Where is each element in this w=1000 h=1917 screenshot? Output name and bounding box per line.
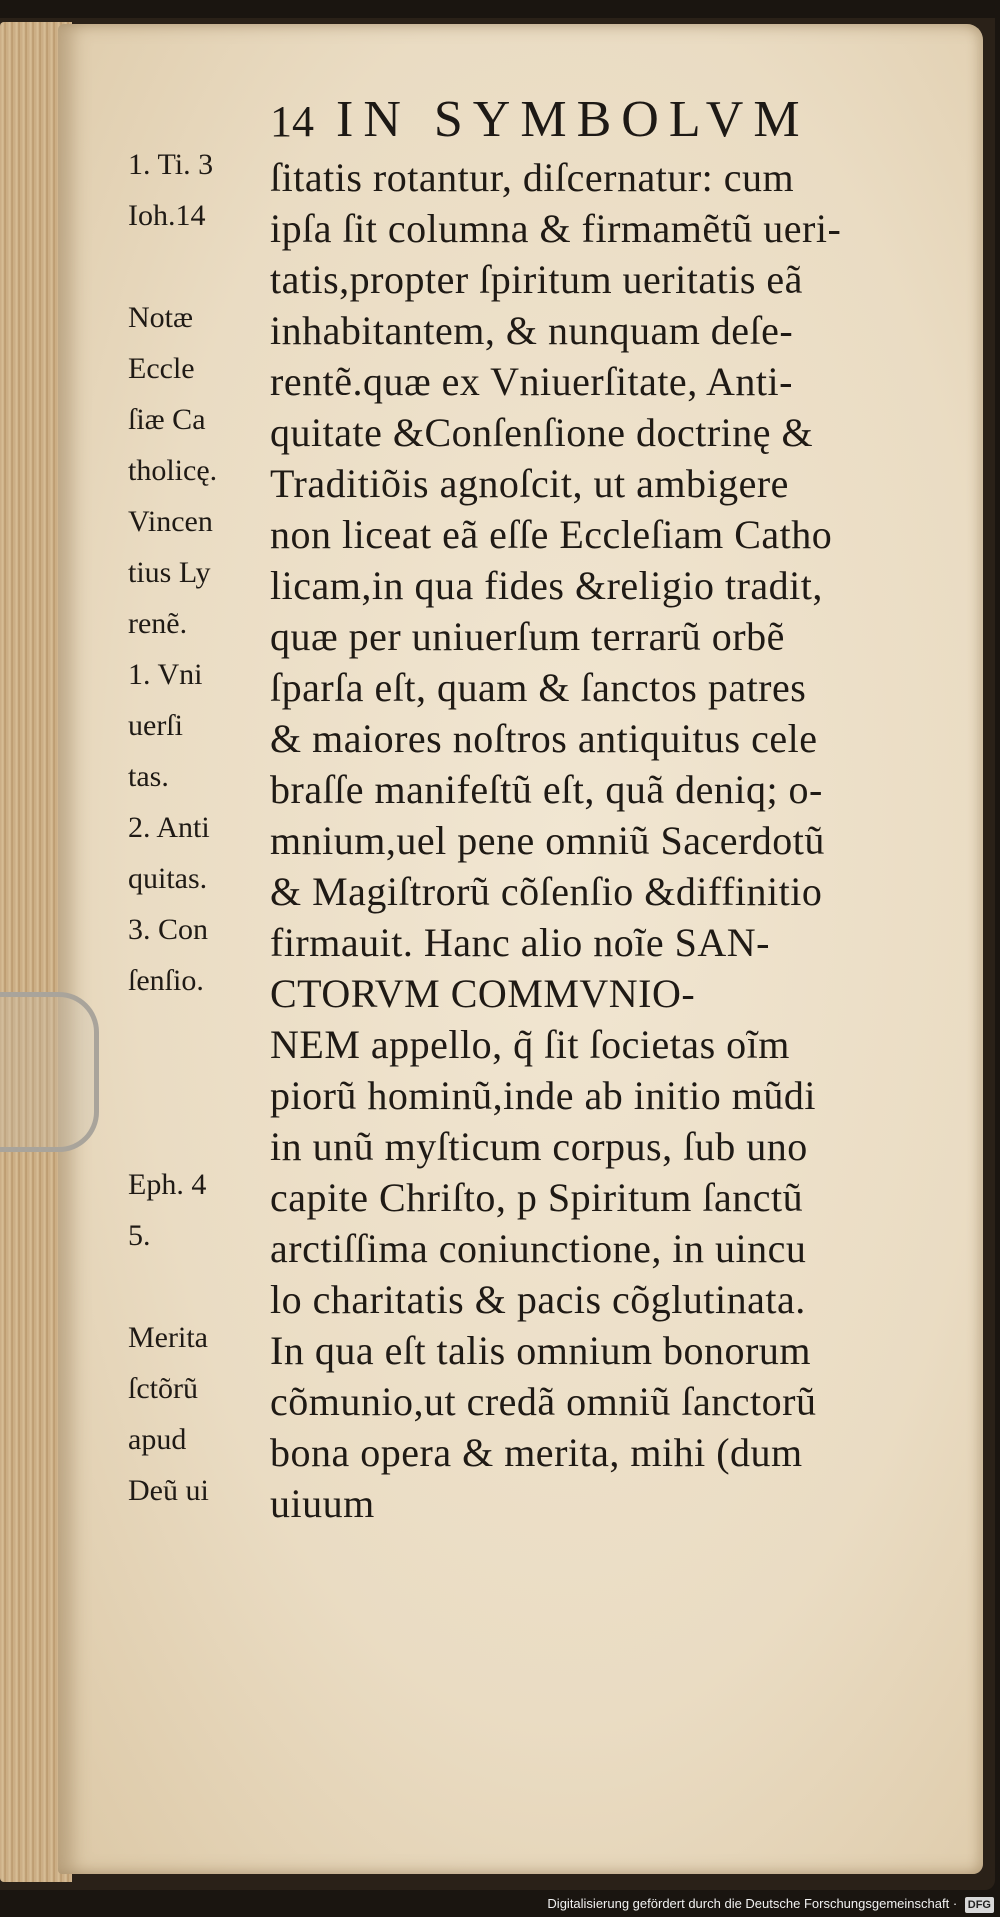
margin-note: 1. Ti. 3	[128, 148, 214, 181]
text-line: CTORVM COMMVNIO-	[270, 971, 696, 1016]
margin-note: tius Ly	[128, 556, 211, 589]
text-line: capite Chriſto, p Spiritum ſanctũ	[270, 1175, 804, 1220]
text-line: uiuum	[270, 1481, 375, 1526]
text-line: rentẽ.quæ ex Vniuerſitate, Anti-	[270, 359, 793, 404]
text-line: in unũ myſticum corpus, ſub uno	[270, 1124, 808, 1169]
text-line: & Magiſtrorũ cõſenſio &diffinitio	[270, 869, 823, 914]
margin-note: ſctõrũ	[128, 1372, 198, 1405]
margin-note: Eccle	[128, 352, 195, 385]
text-line: ſparſa eſt, quam & ſanctos patres	[270, 665, 807, 710]
text-line: quitate &Conſenſione doctrinę &	[270, 410, 814, 455]
margin-note: ſiæ Ca	[128, 403, 206, 436]
text-line: lo charitatis & pacis cõglutinata.	[270, 1277, 806, 1322]
text-line: inhabitantem, & nunquam deſe-	[270, 308, 794, 353]
margin-note: 2. Anti	[128, 811, 210, 844]
margin-note: Vincen	[128, 505, 213, 538]
text-line: ſitatis rotantur, diſcernatur: cum	[270, 155, 795, 200]
margin-note: 5.	[128, 1219, 151, 1252]
page-number: 14	[270, 97, 314, 146]
text-line: NEM appello, q̃ ſit ſocietas oĩm	[270, 1022, 790, 1067]
text-line: cõmunio,ut credã omniũ ſanctorũ	[270, 1379, 817, 1424]
text-line: arctiſſima coniunctione, in uincu	[270, 1226, 807, 1271]
text-line: piorũ hominũ,inde ab initio mũdi	[270, 1073, 816, 1118]
margin-note: tas.	[128, 760, 169, 793]
margin-note: Eph. 4	[128, 1168, 207, 1201]
margin-note: Notæ	[128, 301, 194, 334]
margin-note: quitas.	[128, 862, 208, 895]
margin-note: tholicę.	[128, 454, 218, 487]
text-line: Traditiõis agnoſcit, ut ambigere	[270, 461, 789, 506]
text-line: mnium,uel pene omniũ Sacerdotũ	[270, 818, 825, 863]
text-line: In qua eſt talis omnium bonorum	[270, 1328, 811, 1373]
text-line: braſſe manifeſtũ eſt, quã deniq; o-	[270, 767, 823, 812]
margin-note: ſenſio.	[128, 964, 204, 997]
body-text	[270, 152, 970, 1529]
margin-note: apud	[128, 1423, 187, 1456]
text-line: non liceat eã eſſe Eccleſiam Catho	[270, 512, 833, 557]
footer-credit-text: Digitalisierung gefördert durch die Deutsche Forschungsgemeinschaft	[547, 1896, 950, 1911]
text-line: quæ per uniuerſum terrarũ orbẽ	[270, 614, 785, 659]
page-clip	[0, 992, 99, 1152]
text-line: licam,in qua fides &religio tradit,	[270, 563, 823, 608]
footer-credit: Digitalisierung gefördert durch die Deutsche Forschungsgemeinschaft · DFG	[547, 1891, 994, 1917]
running-title: IN SYMBOLVM	[336, 91, 810, 148]
margin-note: renẽ.	[128, 607, 188, 640]
text-line: ipſa ſit columna & firmamẽtũ ueri-	[270, 206, 842, 251]
running-head	[270, 88, 890, 152]
margin-note: Deũ ui	[128, 1474, 209, 1507]
text-line: tatis,propter ſpiritum ueritatis eã	[270, 257, 803, 302]
text-line: & maiores noſtros antiquitus cele	[270, 716, 818, 761]
margin-note: 1. Vni	[128, 658, 203, 691]
dfg-logo: DFG	[965, 1897, 994, 1913]
text-line: bona opera & merita, mihi (dum	[270, 1430, 803, 1475]
margin-note: Merita	[128, 1321, 208, 1354]
margin-note: 3. Con	[128, 913, 209, 946]
margin-note: uerſi	[128, 709, 183, 742]
text-line: firmauit. Hanc alio noĩe SAN-	[270, 920, 770, 965]
margin-note: Ioh.14	[128, 199, 206, 232]
